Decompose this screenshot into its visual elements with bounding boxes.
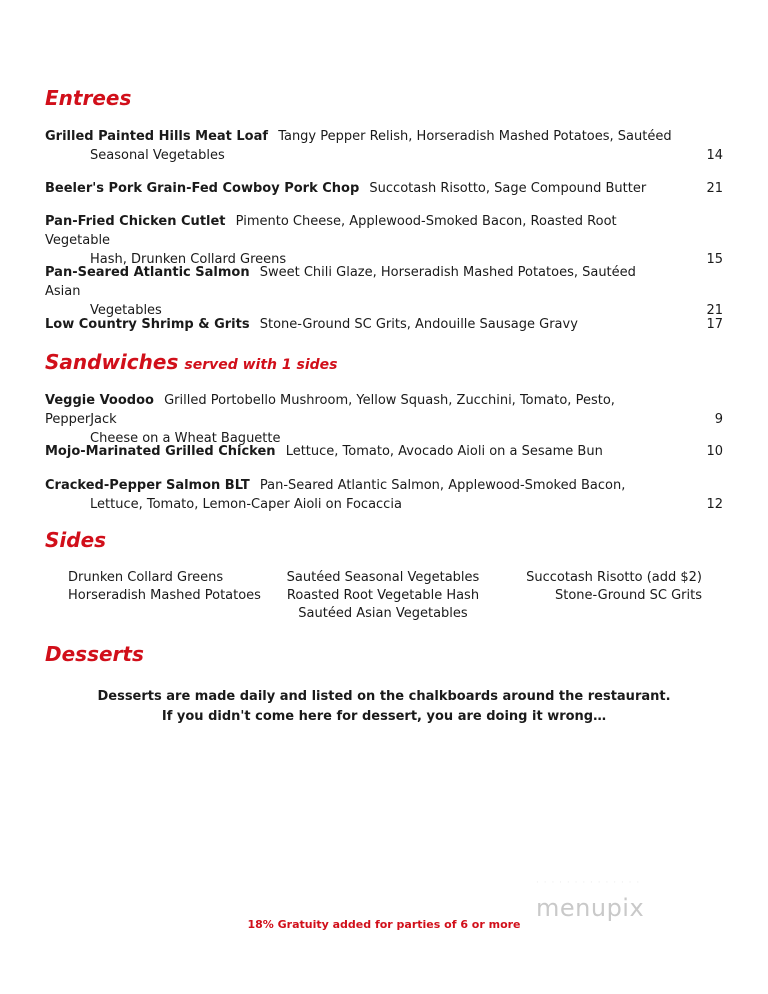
watermark-dots: · · · · · · · · · · · · · · <box>536 878 641 888</box>
side-item: Roasted Root Vegetable Hash <box>286 588 480 603</box>
item-name: Beeler's Pork Grain-Fed Cowboy Pork Chop <box>45 181 360 196</box>
side-item: Drunken Collard Greens <box>68 570 224 585</box>
item-description: Succotash Risotto, Sage Compound Butter <box>369 181 647 196</box>
desserts-line-1: Desserts are made daily and listed on the chalkboards around the restaurant. <box>97 689 671 704</box>
sandwiches-subtitle: served with 1 sides <box>184 357 338 373</box>
item-name: Pan-Fried Chicken Cutlet <box>45 214 226 229</box>
item-price: 15 <box>706 252 723 267</box>
entrees-heading: Entrees <box>45 86 132 110</box>
menu-item <box>45 263 723 320</box>
watermark-logo: menupix <box>536 894 645 922</box>
sides-column-3 <box>524 569 702 605</box>
item-name: Veggie Voodoo <box>45 393 154 408</box>
sides-heading: Sides <box>45 528 107 552</box>
sandwiches-heading <box>45 350 337 377</box>
item-description-cont: Cheese on a Wheat Baguette <box>90 431 281 446</box>
side-item: Sautéed Asian Vegetables <box>298 606 468 621</box>
desserts-line-2: If you didn't come here for dessert, you are doing it wrong… <box>161 709 607 724</box>
item-price: 14 <box>706 148 723 163</box>
item-name: Cracked-Pepper Salmon BLT <box>45 478 250 493</box>
item-description: Grilled Portobello Mushroom, Yellow Squash, Zucchini, Tomato, Pesto, PepperJack <box>45 393 615 427</box>
menu-item <box>45 212 723 269</box>
side-item: Stone-Ground SC Grits <box>554 588 702 603</box>
desserts-heading: Desserts <box>45 642 144 666</box>
item-description-cont: Hash, Drunken Collard Greens <box>90 252 287 267</box>
menu-item <box>45 127 723 165</box>
item-price: 21 <box>706 181 723 196</box>
menu-item <box>45 442 723 461</box>
sides-column-1 <box>68 569 261 605</box>
side-item: Horseradish Mashed Potatoes <box>68 588 261 603</box>
desserts-note <box>0 687 768 727</box>
item-price: 9 <box>714 412 723 427</box>
item-description-cont: Vegetables <box>90 303 162 318</box>
item-description: Tangy Pepper Relish, Horseradish Mashed Potatoes, Sautéed <box>278 129 672 144</box>
item-description-cont: Seasonal Vegetables <box>90 148 225 163</box>
item-description: Pan-Seared Atlantic Salmon, Applewood-Smoked Bacon, <box>259 478 626 493</box>
item-description-cont: Lettuce, Tomato, Lemon-Caper Aioli on Focaccia <box>90 497 402 512</box>
item-price: 10 <box>706 444 723 459</box>
item-price: 21 <box>706 303 723 318</box>
menu-item <box>45 315 723 334</box>
item-description: Pimento Cheese, Applewood-Smoked Bacon, Roasted Root Vegetable <box>45 214 617 248</box>
side-item: Succotash Risotto (add $2) <box>526 570 702 585</box>
item-price: 17 <box>706 317 723 332</box>
item-description: Lettuce, Tomato, Avocado Aioli on a Sesame Bun <box>285 444 603 459</box>
menu-item <box>45 179 723 198</box>
side-item: Sautéed Seasonal Vegetables <box>286 570 480 585</box>
item-name: Grilled Painted Hills Meat Loaf <box>45 129 269 144</box>
menu-item <box>45 476 723 514</box>
item-description: Stone-Ground SC Grits, Andouille Sausage Gravy <box>259 317 578 332</box>
item-description: Sweet Chili Glaze, Horseradish Mashed Potatoes, Sautéed Asian <box>45 265 636 299</box>
item-name: Mojo-Marinated Grilled Chicken <box>45 444 276 459</box>
sandwiches-title: Sandwiches <box>45 350 179 374</box>
menu-item <box>45 391 723 448</box>
item-name: Pan-Seared Atlantic Salmon <box>45 265 250 280</box>
sides-column-2 <box>283 569 483 623</box>
item-price: 12 <box>706 497 723 512</box>
gratuity-note: 18% Gratuity added for parties of 6 or more <box>247 918 521 931</box>
item-name: Low Country Shrimp & Grits <box>45 317 250 332</box>
